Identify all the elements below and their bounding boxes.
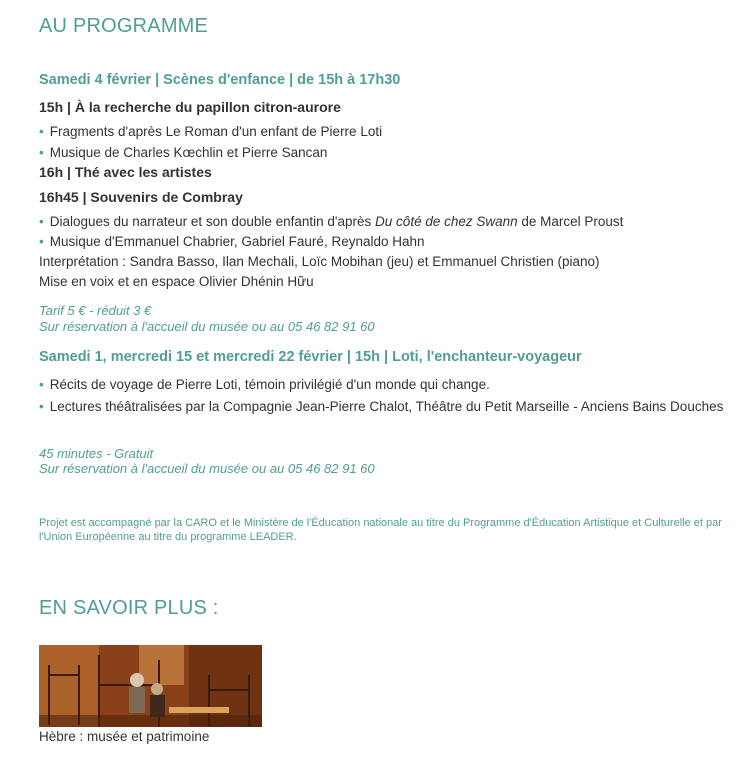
section-title-programme: AU PROGRAMME [39,15,209,37]
list-item-text: Lectures théâtralisées par la Compagnie Jean-Pierre Chalot, Théâtre du Petit Marseille - Anciens Bains Douches [49,399,724,414]
event1-heading: Samedi 4 février | Scènes d'enfance | de 15h à 17h30 [39,72,401,88]
duration-text: 45 minutes - Gratuit [39,446,154,461]
list-item [39,234,425,249]
list-item-text: Fragments d'après Le Roman d'un enfant de Pierre Loti [49,124,383,139]
list-item [39,145,327,160]
interpretation-text: Interprétation : Sandra Basso, Ilan Mechali, Loïc Mobihan (jeu) et Emmanuel Christien (piano) [39,254,600,269]
project-note: Projet est accompagné par la CARO et le Ministère de l'Éducation nationale au titre du Programme d'Éducation Artistique et Culturelle et par l'Union Européenne au titre du programme LEADER. [39,517,722,543]
reservation-text: Sur réservation à l'accueil du musée ou au 05 46 82 91 60 [39,319,375,334]
list-item [39,397,739,417]
museum-thumbnail-image[interactable] [39,645,262,727]
list-item-text: Dialogues du narrateur et son double enfantin d'après [49,214,376,229]
bullet-icon: • [39,145,44,160]
list-item-text: Musique d'Emmanuel Chabrier, Gabriel Fauré, Reynaldo Hahn [49,234,425,249]
book-title: Du côté de chez Swann [375,214,518,229]
bullet-icon: • [39,234,44,249]
list-item [39,214,623,229]
bullet-icon: • [39,214,44,229]
list-item [39,377,490,392]
museum-photo-illustration [39,645,262,727]
bullet-icon: • [39,124,44,139]
event1-session1-title: 15h | À la recherche du papillon citron-aurore [39,99,341,115]
bullet-icon: • [39,399,44,414]
mise-en-voix-text: Mise en voix et en espace Olivier Dhénin Hữu [39,274,314,289]
list-item [39,124,382,139]
list-item-text: de Marcel Proust [517,214,624,229]
section-title-more: EN SAVOIR PLUS : [39,597,219,619]
event2-heading: Samedi 1, mercredi 15 et mercredi 22 février | 15h | Loti, l'enchanteur-voyageur [39,349,582,365]
event1-session3-title: 16h45 | Souvenirs de Combray [39,189,243,205]
list-item-text: Récits de voyage de Pierre Loti, témoin privilégié d'un monde qui change. [49,377,490,392]
museum-card-caption[interactable]: Hèbre : musée et patrimoine [39,729,210,744]
tarif-text: Tarif 5 € - réduit 3 € [39,303,152,318]
event1-session2-title: 16h | Thé avec les artistes [39,164,212,180]
reservation-text-2: Sur réservation à l'accueil du musée ou au 05 46 82 91 60 [39,461,375,476]
bullet-icon: • [39,377,44,392]
list-item-text: Musique de Charles Kœchlin et Pierre Sancan [49,145,328,160]
